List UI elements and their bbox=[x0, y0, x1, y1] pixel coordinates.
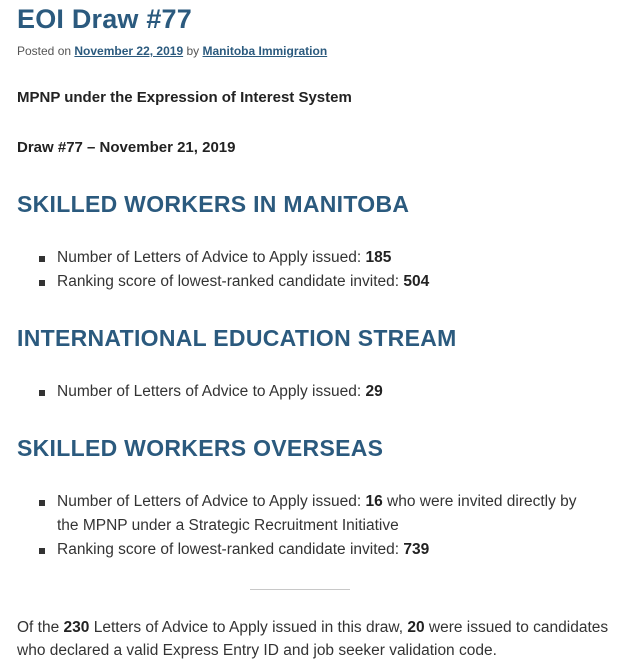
list-item: Number of Letters of Advice to Apply issued: 29 bbox=[39, 380, 599, 404]
section-list-skilled-workers-manitoba bbox=[39, 246, 599, 294]
section-list-international-education bbox=[39, 380, 599, 404]
post-meta bbox=[17, 44, 327, 58]
item-value: 29 bbox=[365, 383, 383, 400]
footer-paragraph: Of the 230 Letters of Advice to Apply issued in this draw, 20 were issued to candidates who declared a valid Express Entry ID and job seeker validation code. bbox=[17, 619, 609, 659]
intro-system: MPNP under the Expression of Interest System bbox=[17, 89, 352, 106]
item-value: 739 bbox=[403, 541, 430, 558]
section-heading-international-education: INTERNATIONAL EDUCATION STREAM bbox=[17, 325, 457, 351]
intro-draw: Draw #77 – November 21, 2019 bbox=[17, 139, 236, 156]
item-value: 16 bbox=[365, 493, 383, 510]
list-item: Ranking score of lowest-ranked candidate invited: 504 bbox=[39, 270, 599, 294]
list-item: Number of Letters of Advice to Apply issued: 16 who were invited directly by the MPNP under a Strategic Recruitment Initiative bbox=[39, 490, 599, 538]
express-entry-count: 20 bbox=[407, 619, 425, 636]
divider bbox=[250, 589, 350, 590]
item-value: 185 bbox=[365, 249, 392, 266]
posted-on-label: Posted on bbox=[17, 44, 72, 58]
author-link[interactable]: Manitoba Immigration bbox=[202, 44, 328, 58]
list-item: Ranking score of lowest-ranked candidate invited: 739 bbox=[39, 538, 599, 562]
total-count: 230 bbox=[63, 619, 90, 636]
post-date-link[interactable]: November 22, 2019 bbox=[74, 44, 184, 58]
post-title: EOI Draw #77 bbox=[17, 4, 192, 34]
by-label: by bbox=[186, 44, 200, 58]
list-item: Number of Letters of Advice to Apply issued: 185 bbox=[39, 246, 599, 270]
item-value: 504 bbox=[403, 273, 430, 290]
section-list-skilled-workers-overseas bbox=[39, 490, 599, 562]
section-heading-skilled-workers-manitoba: SKILLED WORKERS IN MANITOBA bbox=[17, 191, 410, 217]
section-heading-skilled-workers-overseas: SKILLED WORKERS OVERSEAS bbox=[17, 435, 384, 461]
